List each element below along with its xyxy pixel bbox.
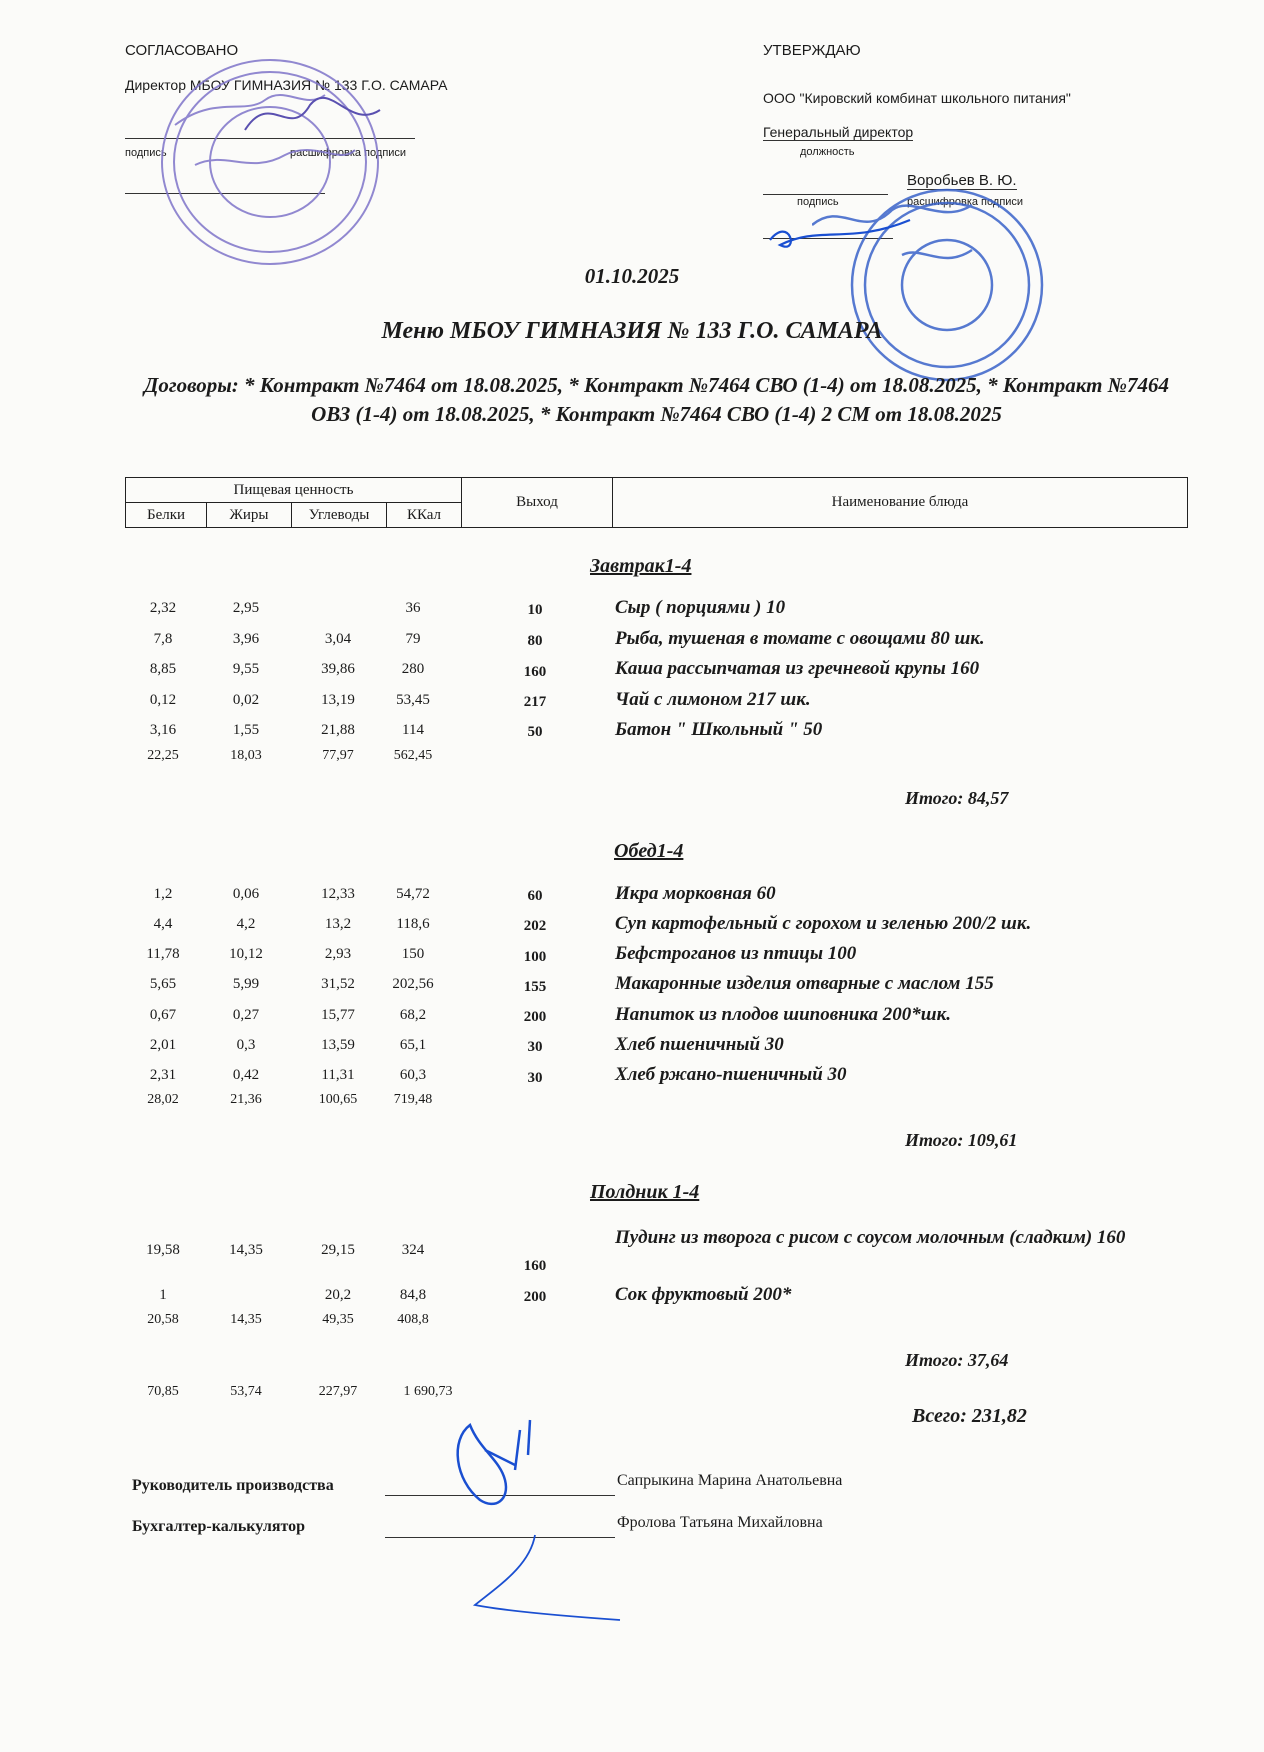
grand-carbs: 227,97 bbox=[318, 1384, 358, 1399]
row-output: 160 bbox=[523, 1258, 547, 1274]
row-carbs: 2,93 bbox=[324, 946, 352, 962]
menu-title: Меню МБОУ ГИМНАЗИЯ № 133 Г.О. САМАРА bbox=[381, 318, 883, 344]
row-carbs: 13,2 bbox=[324, 916, 352, 932]
row-output: 10 bbox=[527, 602, 543, 618]
row-dish-name: Батон " Школьный " 50 bbox=[615, 719, 823, 740]
approved-left-title: СОГЛАСОВАНО bbox=[125, 42, 239, 59]
row-kcal: 150 bbox=[401, 946, 425, 962]
sum-protein: 22,25 bbox=[147, 748, 179, 763]
row-protein: 0,67 bbox=[149, 1007, 177, 1023]
row-protein: 2,01 bbox=[149, 1037, 177, 1053]
row-protein: 4,4 bbox=[153, 916, 173, 932]
row-carbs: 3,04 bbox=[324, 631, 352, 647]
sum-fat: 18,03 bbox=[230, 748, 262, 763]
row-carbs: 11,31 bbox=[321, 1067, 355, 1083]
row-carbs: 20,2 bbox=[324, 1287, 352, 1303]
section-title-breakfast: Завтрак1-4 bbox=[590, 555, 692, 577]
row-dish-name: Бефстроганов из птицы 100 bbox=[615, 943, 857, 964]
row-fat: 0,27 bbox=[232, 1007, 260, 1023]
row-kcal: 65,1 bbox=[399, 1037, 427, 1053]
left-sign-label: подпись bbox=[125, 147, 167, 159]
header-output: Выход bbox=[462, 478, 613, 528]
row-carbs: 31,52 bbox=[321, 976, 355, 992]
row-fat: 14,35 bbox=[229, 1242, 263, 1258]
section-title-lunch: Обед1-4 bbox=[614, 840, 684, 862]
right-decode-label: расшифровка подписи bbox=[907, 196, 1024, 208]
row-protein: 1 bbox=[159, 1287, 167, 1303]
row-output: 30 bbox=[527, 1039, 543, 1055]
row-kcal: 84,8 bbox=[399, 1287, 427, 1303]
grand-total: Всего: 231,82 bbox=[912, 1405, 1027, 1427]
row-output: 155 bbox=[523, 979, 547, 995]
row-dish-name: Рыба, тушеная в томате с овощами 80 шк. bbox=[615, 628, 985, 649]
ceo-signature bbox=[760, 205, 920, 265]
header-carbs: Углеводы bbox=[292, 503, 387, 528]
row-protein: 3,16 bbox=[149, 722, 177, 738]
row-fat: 2,95 bbox=[232, 600, 260, 616]
approved-right-position: Генеральный директор bbox=[763, 124, 914, 140]
row-dish-name: Сок фруктовый 200* bbox=[615, 1284, 792, 1305]
row-carbs: 13,19 bbox=[321, 692, 355, 708]
row-carbs: 12,33 bbox=[321, 886, 355, 902]
row-fat: 3,96 bbox=[232, 631, 260, 647]
row-dish-name: Икра морковная 60 bbox=[615, 883, 776, 904]
director-signature bbox=[240, 80, 390, 160]
row-kcal: 60,3 bbox=[399, 1067, 427, 1083]
sum-protein: 28,02 bbox=[147, 1092, 179, 1107]
row-dish-name: Пудинг из творога с рисом с соусом молочным (сладким) 160 bbox=[615, 1227, 1126, 1248]
right-sign-label: подпись bbox=[797, 196, 839, 208]
row-output: 60 bbox=[527, 888, 543, 904]
row-output: 200 bbox=[523, 1289, 547, 1305]
header-dish-name: Наименование блюда bbox=[613, 478, 1188, 528]
row-kcal: 324 bbox=[401, 1242, 425, 1258]
row-protein: 5,65 bbox=[149, 976, 177, 992]
row-dish-name: Напиток из плодов шиповника 200*шк. bbox=[615, 1004, 951, 1025]
row-protein: 8,85 bbox=[149, 661, 177, 677]
approved-right-title: УТВЕРЖДАЮ bbox=[763, 42, 861, 59]
row-protein: 11,78 bbox=[146, 946, 180, 962]
head-name: Сапрыкина Марина Анатольевна bbox=[617, 1472, 843, 1489]
sum-kcal: 562,45 bbox=[393, 748, 433, 763]
sum-fat: 14,35 bbox=[230, 1312, 262, 1327]
sum-fat: 21,36 bbox=[230, 1092, 262, 1107]
row-output: 80 bbox=[527, 633, 543, 649]
row-dish-name: Суп картофельный с горохом и зеленью 200/2 шк. bbox=[615, 913, 1032, 934]
row-fat: 5,99 bbox=[232, 976, 260, 992]
sum-kcal: 408,8 bbox=[397, 1312, 429, 1327]
row-output: 200 bbox=[523, 1009, 547, 1025]
row-fat: 1,55 bbox=[232, 722, 260, 738]
row-output: 160 bbox=[523, 664, 547, 680]
row-carbs: 13,59 bbox=[321, 1037, 355, 1053]
row-dish-name: Чай с лимоном 217 шк. bbox=[615, 689, 811, 710]
contracts-text: Договоры: * Контракт №7464 от 18.08.2025, * Контракт №7464 СВО (1-4) от 18.08.2025, * Контракт №7464 ОВЗ (1-4) от 18.08.2025, * Контракт №7464 СВО (1-4) 2 СМ от 18.08.2025 bbox=[144, 373, 1169, 426]
sum-carbs: 49,35 bbox=[322, 1312, 354, 1327]
row-carbs: 15,77 bbox=[321, 1007, 355, 1023]
row-kcal: 114 bbox=[402, 722, 424, 738]
row-kcal: 118,6 bbox=[396, 916, 430, 932]
row-dish-name: Каша рассыпчатая из гречневой крупы 160 bbox=[615, 658, 980, 679]
accountant-label: Бухгалтер-калькулятор bbox=[132, 1518, 306, 1535]
row-kcal: 79 bbox=[405, 631, 421, 647]
row-kcal: 53,45 bbox=[396, 692, 430, 708]
row-output: 100 bbox=[523, 949, 547, 965]
section-total: Итого: 84,57 bbox=[905, 788, 1009, 808]
row-carbs: 21,88 bbox=[321, 722, 355, 738]
row-kcal: 36 bbox=[405, 600, 421, 616]
row-fat: 10,12 bbox=[229, 946, 263, 962]
left-decode-label: расшифровка подписи bbox=[290, 147, 407, 159]
header-kcal: ККал bbox=[387, 503, 462, 528]
header-nutrition: Пищевая ценность bbox=[126, 478, 462, 503]
row-kcal: 202,56 bbox=[392, 976, 434, 992]
row-protein: 0,12 bbox=[149, 692, 177, 708]
row-protein: 7,8 bbox=[153, 631, 173, 647]
header-fat: Жиры bbox=[207, 503, 292, 528]
row-carbs: 29,15 bbox=[321, 1242, 355, 1258]
approved-left-position: Директор МБОУ ГИМНАЗИЯ № 133 Г.О. САМАРА bbox=[125, 77, 448, 93]
grand-fat: 53,74 bbox=[230, 1384, 262, 1399]
sum-carbs: 100,65 bbox=[318, 1092, 358, 1107]
row-fat: 0,06 bbox=[232, 886, 260, 902]
row-output: 202 bbox=[523, 918, 547, 934]
row-output: 217 bbox=[523, 694, 547, 710]
row-protein: 2,31 bbox=[149, 1067, 177, 1083]
row-fat: 0,02 bbox=[232, 692, 260, 708]
row-protein: 19,58 bbox=[146, 1242, 180, 1258]
accountant-name: Фролова Татьяна Михайловна bbox=[617, 1514, 823, 1531]
row-fat: 4,2 bbox=[236, 916, 256, 932]
row-dish-name: Сыр ( порциями ) 10 bbox=[615, 597, 786, 618]
row-dish-name: Хлеб пшеничный 30 bbox=[615, 1034, 784, 1055]
sum-carbs: 77,97 bbox=[322, 748, 354, 763]
row-kcal: 280 bbox=[401, 661, 425, 677]
row-fat: 0,3 bbox=[236, 1037, 256, 1053]
nutrition-table-header bbox=[125, 477, 1188, 528]
approved-right-name: Воробьев В. Ю. bbox=[907, 172, 1017, 189]
menu-date: 01.10.2025 bbox=[584, 264, 680, 288]
section-total: Итого: 37,64 bbox=[905, 1350, 1009, 1370]
head-label: Руководитель производства bbox=[132, 1477, 334, 1494]
sum-protein: 20,58 bbox=[147, 1312, 179, 1327]
grand-protein: 70,85 bbox=[147, 1384, 179, 1399]
row-protein: 2,32 bbox=[149, 600, 177, 616]
section-total: Итого: 109,61 bbox=[905, 1130, 1018, 1150]
row-kcal: 54,72 bbox=[396, 886, 430, 902]
section-title-snack: Полдник 1-4 bbox=[590, 1181, 700, 1203]
row-dish-name: Хлеб ржано-пшеничный 30 bbox=[615, 1064, 847, 1085]
row-output: 50 bbox=[527, 724, 543, 740]
row-output: 30 bbox=[527, 1070, 543, 1086]
row-protein: 1,2 bbox=[153, 886, 173, 902]
approved-right-org: ООО "Кировский комбинат школьного питания" bbox=[763, 90, 1071, 106]
row-fat: 9,55 bbox=[232, 661, 260, 677]
row-kcal: 68,2 bbox=[399, 1007, 427, 1023]
right-position-label: должность bbox=[800, 146, 855, 158]
row-dish-name: Макаронные изделия отварные с маслом 155 bbox=[615, 973, 994, 994]
handwritten-signature bbox=[440, 1410, 640, 1630]
header-protein: Белки bbox=[126, 503, 207, 528]
grand-kcal: 1 690,73 bbox=[403, 1384, 453, 1399]
sum-kcal: 719,48 bbox=[393, 1092, 433, 1107]
row-carbs: 39,86 bbox=[321, 661, 355, 677]
row-fat: 0,42 bbox=[232, 1067, 260, 1083]
